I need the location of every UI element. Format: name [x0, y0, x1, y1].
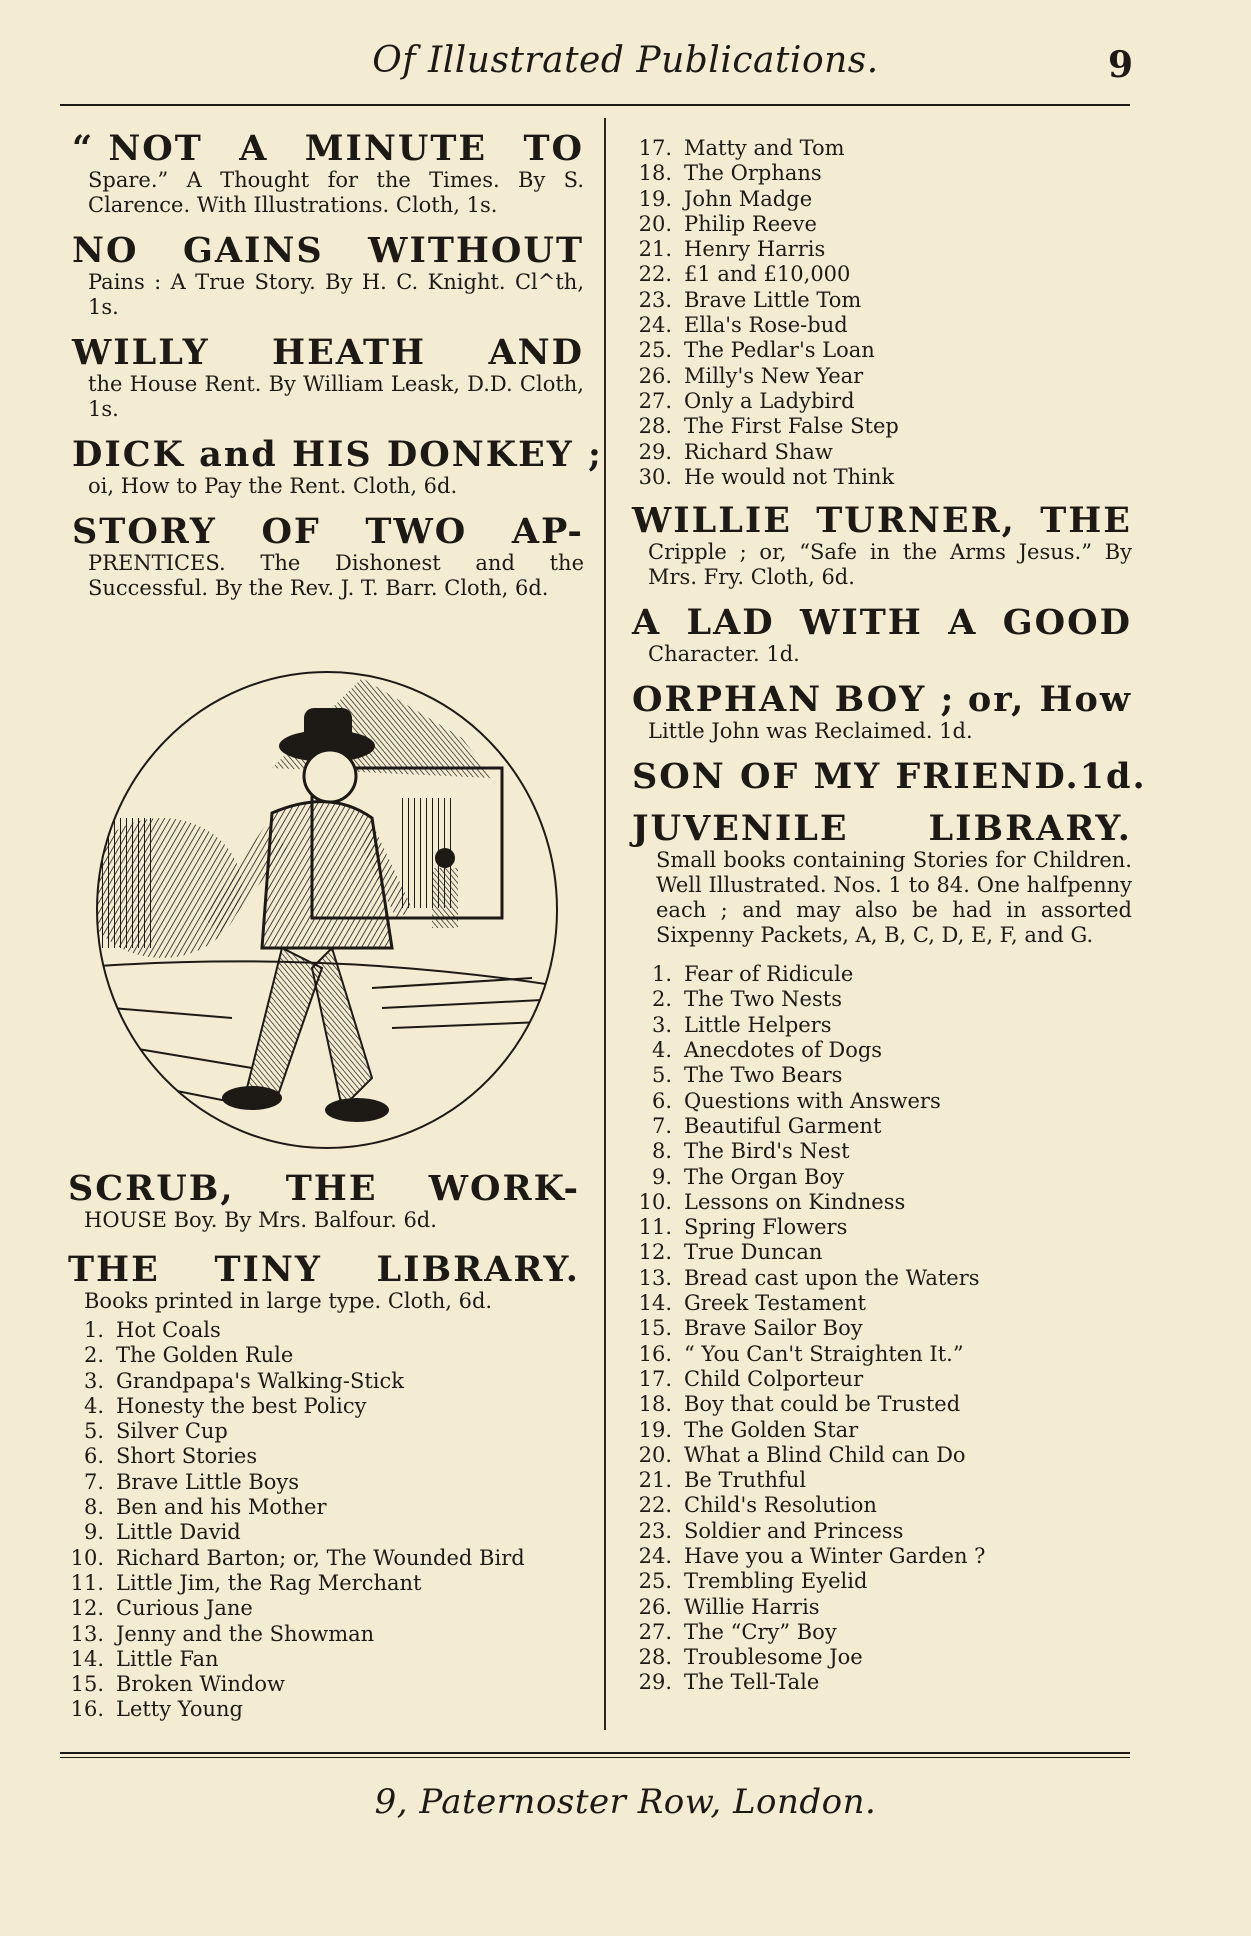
tiny-library-list: [60, 1318, 580, 1723]
right-entries: [632, 500, 1147, 798]
list-item-number: 25.: [638, 1569, 672, 1594]
list-item-title: The Organ Boy: [684, 1164, 844, 1189]
entry-heading: [632, 502, 1132, 540]
list-item: [632, 338, 1132, 363]
list-item-title: Milly's New Year: [684, 363, 864, 388]
list-item: [632, 1468, 1132, 1493]
list-item-number: 24.: [638, 313, 672, 338]
heading-word: THE: [285, 1168, 378, 1209]
list-item: [60, 1394, 580, 1419]
entry-description: Character. 1d.: [648, 642, 800, 667]
list-item: [632, 1165, 1132, 1190]
heading-word: A: [632, 602, 662, 644]
list-item-title: Richard Barton; or, The Wounded Bird: [116, 1545, 525, 1570]
list-item-number: 8.: [651, 1139, 672, 1164]
heading-word: 1d.: [1079, 756, 1147, 798]
heading-word: HEATH: [272, 332, 427, 373]
illustration: [72, 648, 572, 1168]
list-item-number: 17.: [638, 1366, 672, 1391]
list-item: [60, 1419, 580, 1444]
list-item-title: John Madge: [684, 186, 813, 211]
list-item-title: Philip Reeve: [684, 211, 817, 236]
list-item-title: “ You Can't Straighten It.”: [684, 1341, 964, 1366]
list-item-title: Only a Ladybird: [684, 388, 855, 413]
list-item: [632, 262, 1132, 287]
heading-word: “ NOT: [72, 128, 203, 169]
list-item: [632, 187, 1132, 212]
list-item-title: What a Blind Child can Do: [684, 1442, 966, 1467]
catalogue-entry: [632, 681, 1132, 744]
heading-word: THE: [68, 1249, 160, 1290]
list-item-title: Little David: [116, 1520, 241, 1545]
list-item-title: Little Fan: [116, 1646, 219, 1671]
list-item-number: 1.: [83, 1318, 104, 1342]
list-item-number: 16.: [638, 1341, 672, 1366]
list-item-number: 9.: [651, 1164, 672, 1189]
list-item-number: 7.: [651, 1113, 672, 1138]
list-item-title: Brave Little Boys: [116, 1469, 300, 1494]
list-item-title: Child's Resolution: [684, 1493, 877, 1518]
entry-heading: [632, 756, 1147, 798]
heading-word: TINY: [214, 1249, 322, 1290]
list-item-title: The First False Step: [684, 414, 899, 439]
list-item: [60, 1369, 580, 1394]
juvenile-library-list: [632, 962, 1132, 1696]
heading-word: WITH: [800, 602, 923, 644]
list-item-number: 10.: [638, 1189, 672, 1214]
list-item-title: Willie Harris: [684, 1594, 820, 1619]
list-item-number: 21.: [638, 237, 672, 262]
entry-heading: [72, 130, 584, 168]
entry-heading: [72, 334, 584, 372]
list-item: [632, 161, 1132, 186]
list-item-title: The Tell-Tale: [684, 1670, 820, 1695]
list-item: [632, 389, 1132, 414]
list-item-number: 5.: [83, 1419, 104, 1444]
heading-word: or, How: [967, 679, 1132, 721]
list-item-title: Letty Young: [116, 1697, 243, 1722]
scrub-description: HOUSE Boy. By Mrs. Balfour. 6d.: [84, 1208, 437, 1232]
list-item-number: 21.: [638, 1468, 672, 1493]
entry-description: Cripple ; or, “Safe in the Arms Jesus.” By Mrs. Fry. Cloth, 6d.: [648, 540, 1132, 590]
list-item: [60, 1470, 580, 1495]
list-item-title: Trembling Eyelid: [684, 1569, 868, 1594]
list-item-number: 28.: [638, 1645, 672, 1670]
list-item-title: The Golden Star: [684, 1417, 859, 1442]
list-item-number: 26.: [638, 363, 672, 388]
list-item-number: 20.: [638, 1442, 672, 1467]
list-item: [632, 313, 1132, 338]
list-item-number: 11.: [70, 1570, 104, 1595]
catalogue-entry: [72, 434, 603, 499]
heading-word: WILLY: [72, 332, 210, 373]
top-rule: [60, 104, 1130, 106]
catalogue-entry: [632, 502, 1132, 590]
list-item-number: 24.: [638, 1543, 672, 1568]
list-item: [632, 987, 1132, 1012]
left-entries: [72, 128, 603, 601]
tiny-library-description: Books printed in large type. Cloth, 6d.: [84, 1289, 493, 1313]
list-item-number: 6.: [83, 1444, 104, 1469]
list-item-title: Fear of Ridicule: [684, 962, 854, 987]
heading-word: AP-: [511, 511, 584, 552]
list-item: [60, 1596, 580, 1621]
list-item-number: 3.: [83, 1368, 104, 1393]
list-item: [632, 1038, 1132, 1063]
list-item: [632, 1569, 1132, 1594]
boy-walking-engraving-icon: [72, 648, 572, 1168]
list-item-title: Henry Harris: [684, 237, 826, 262]
list-item-title: Spring Flowers: [684, 1215, 848, 1240]
list-item-number: 6.: [651, 1088, 672, 1113]
list-item-title: Matty and Tom: [684, 136, 845, 160]
list-item: [632, 1367, 1132, 1392]
list-item: [632, 1519, 1132, 1544]
list-item-number: 23.: [638, 1518, 672, 1543]
list-item: [632, 1240, 1132, 1265]
list-item: [632, 1493, 1132, 1518]
list-item-title: The Two Nests: [684, 987, 842, 1012]
entry-heading: [632, 681, 1132, 719]
entry-heading: [72, 232, 584, 270]
list-item-number: 12.: [638, 1240, 672, 1265]
list-item: [632, 1670, 1132, 1695]
list-item: [632, 1595, 1132, 1620]
list-item-number: 8.: [83, 1495, 104, 1520]
tiny-library-continued-list: [632, 136, 1132, 490]
list-item: [632, 1266, 1132, 1291]
list-item: [632, 1342, 1132, 1367]
list-item-title: Grandpapa's Walking-Stick: [116, 1368, 404, 1393]
list-item: [60, 1647, 580, 1672]
list-item: [632, 440, 1132, 465]
list-item-title: Brave Sailor Boy: [684, 1316, 863, 1341]
catalogue-entry: [72, 334, 584, 422]
catalogue-entry: [72, 513, 584, 601]
list-item: [632, 237, 1132, 262]
column-divider: [604, 118, 606, 1730]
entry-description: the House Rent. By William Leask, D.D. Cloth, 1s.: [88, 372, 584, 421]
list-item-title: Child Colporteur: [684, 1366, 864, 1391]
list-item-number: 27.: [638, 1619, 672, 1644]
list-item-title: Hot Coals: [116, 1318, 221, 1342]
list-item-title: Richard Shaw: [684, 439, 833, 464]
catalogue-entry: [72, 130, 584, 218]
left-column-lower: [68, 1170, 580, 1737]
list-item-number: 15.: [70, 1672, 104, 1697]
list-item: [632, 1114, 1132, 1139]
list-item-title: Ben and his Mother: [116, 1495, 327, 1520]
list-item-number: 10.: [70, 1545, 104, 1570]
list-item: [632, 1645, 1132, 1670]
list-item-title: Anecdotes of Dogs: [684, 1038, 883, 1063]
list-item-number: 29.: [638, 439, 672, 464]
list-item-title: Boy that could be Trusted: [684, 1392, 961, 1417]
heading-word: TURNER,: [816, 500, 1016, 542]
list-item: [60, 1622, 580, 1647]
heading-word: LAD: [686, 602, 775, 644]
list-item-title: He would not Think: [684, 464, 895, 489]
list-item-number: 11.: [638, 1215, 672, 1240]
scrub-entry: [68, 1170, 580, 1233]
right-column: [632, 136, 1147, 1710]
list-item-number: 27.: [638, 388, 672, 413]
list-item-title: Short Stories: [116, 1444, 258, 1469]
list-item-number: 18.: [638, 1392, 672, 1417]
entry-description: Little John was Reclaimed. 1d.: [648, 719, 973, 744]
heading-word: WILLIE: [632, 500, 792, 542]
entry-description: Spare.” A Thought for the Times. By S. Clarence. With Illustrations. Cloth, 1s.: [88, 168, 584, 217]
list-item-title: Soldier and Princess: [684, 1518, 904, 1543]
list-item: [632, 1013, 1132, 1038]
list-item: [60, 1546, 580, 1571]
list-item-number: 28.: [638, 414, 672, 439]
list-item-title: Little Jim, the Rag Merchant: [116, 1570, 422, 1595]
list-item: [632, 1190, 1132, 1215]
bottom-rule-thin: [60, 1757, 1130, 1758]
tiny-library-heading: [68, 1251, 580, 1289]
list-item: [60, 1697, 580, 1722]
list-item: [632, 1291, 1132, 1316]
list-item-title: The “Cry” Boy: [684, 1619, 837, 1644]
list-item-number: 19.: [638, 1417, 672, 1442]
list-item-number: 18.: [638, 161, 672, 186]
list-item-title: Beautiful Garment: [684, 1113, 882, 1138]
list-item-title: The Pedlar's Loan: [684, 338, 875, 363]
list-item: [632, 136, 1132, 161]
list-item-title: Bread cast upon the Waters: [684, 1265, 980, 1290]
list-item-title: Broken Window: [116, 1672, 285, 1697]
list-item-number: 14.: [70, 1646, 104, 1671]
catalogue-entry: [632, 604, 1132, 667]
list-item-number: 30.: [638, 464, 672, 489]
list-item-title: Silver Cup: [116, 1419, 228, 1444]
list-item-title: Be Truthful: [684, 1468, 807, 1493]
heading-word: JUVENILE: [632, 808, 849, 850]
list-item-number: 25.: [638, 338, 672, 363]
list-item-number: 19.: [638, 186, 672, 211]
heading-word: LIBRARY.: [376, 1249, 580, 1290]
list-item: [632, 364, 1132, 389]
list-item-number: 9.: [83, 1520, 104, 1545]
list-item-number: 12.: [70, 1596, 104, 1621]
tiny-library-entry: [68, 1251, 580, 1723]
heading-word: WORK-: [428, 1168, 580, 1209]
list-item: [632, 1215, 1132, 1240]
page-number: 9: [1108, 44, 1134, 86]
list-item: [632, 1544, 1132, 1569]
list-item: [60, 1444, 580, 1469]
list-item-number: 22.: [638, 1493, 672, 1518]
footer-address: 9, Paternoster Row, London.: [374, 1782, 877, 1822]
heading-word: SCRUB,: [68, 1168, 235, 1209]
bottom-rule: [60, 1752, 1130, 1754]
entry-description: oi, How to Pay the Rent. Cloth, 6d.: [88, 474, 458, 498]
list-item: [632, 414, 1132, 439]
list-item: [632, 1139, 1132, 1164]
list-item: [60, 1495, 580, 1520]
list-item: [60, 1672, 580, 1697]
heading-word: LIBRARY.: [928, 808, 1132, 850]
list-item: [632, 288, 1132, 313]
entry-heading: [632, 604, 1132, 642]
list-item-number: 4.: [651, 1038, 672, 1063]
list-item-number: 15.: [638, 1316, 672, 1341]
list-item-title: Little Helpers: [684, 1012, 832, 1037]
heading-word: A: [948, 602, 978, 644]
list-item-number: 17.: [638, 136, 672, 160]
list-item: [632, 1063, 1132, 1088]
list-item-number: 23.: [638, 287, 672, 312]
list-item: [60, 1571, 580, 1596]
entry-heading: [72, 513, 584, 551]
list-item: [632, 1620, 1132, 1645]
list-item-title: Ella's Rose-bud: [684, 313, 848, 338]
list-item: [632, 1089, 1132, 1114]
list-item-title: Troublesome Joe: [684, 1645, 863, 1670]
list-item-number: 7.: [83, 1469, 104, 1494]
heading-word: OF: [261, 511, 321, 552]
entry-description: Pains : A True Story. By H. C. Knight. Cl^th, 1s.: [88, 270, 584, 319]
list-item-title: The Golden Rule: [116, 1343, 294, 1368]
list-item-number: 26.: [638, 1594, 672, 1619]
list-item-title: The Orphans: [684, 161, 822, 186]
list-item-number: 16.: [70, 1697, 104, 1722]
list-item-number: 5.: [651, 1063, 672, 1088]
list-item-number: 2.: [83, 1343, 104, 1368]
entry-description: PRENTICES. The Dishonest and the Successful. By the Rev. J. T. Barr. Cloth, 6d.: [88, 551, 584, 600]
list-item-number: 13.: [638, 1265, 672, 1290]
heading-word: DICK and HIS DONKEY ;: [72, 434, 603, 475]
list-item: [632, 465, 1132, 490]
list-item: [632, 1316, 1132, 1341]
list-item-number: 14.: [638, 1291, 672, 1316]
heading-word: THE: [1040, 500, 1132, 542]
list-item: [632, 1392, 1132, 1417]
heading-word: WITHOUT: [368, 230, 584, 271]
list-item-number: 20.: [638, 211, 672, 236]
list-item-title: The Two Bears: [684, 1063, 843, 1088]
list-item: [632, 962, 1132, 987]
list-item: [60, 1343, 580, 1368]
list-item: [632, 1418, 1132, 1443]
heading-word: SON OF MY FRIEND.: [632, 756, 1080, 798]
list-item-title: Have you a Winter Garden ?: [684, 1543, 986, 1568]
list-item-title: £1 and £10,000: [684, 262, 851, 287]
list-item-number: 29.: [638, 1670, 672, 1695]
scrub-heading: [68, 1170, 580, 1208]
heading-word: GOOD: [1002, 602, 1132, 644]
heading-word: STORY: [72, 511, 217, 552]
heading-word: TO: [523, 128, 584, 169]
list-item-title: Questions with Answers: [684, 1088, 941, 1113]
list-item-title: True Duncan: [684, 1240, 823, 1265]
running-title: Of Illustrated Publications.: [372, 40, 879, 81]
juvenile-library-description: Small books containing Stories for Children. Well Illustrated. Nos. 1 to 84. One halfpenny each ; and may also be had in assorted Sixpenny Packets, A, B, C, D, E, F, and G.: [656, 848, 1132, 948]
heading-word: AND: [488, 332, 584, 373]
list-item-title: Honesty the best Policy: [116, 1393, 367, 1418]
heading-word: NO: [72, 230, 139, 271]
heading-word: ORPHAN: [632, 679, 823, 721]
heading-word: MINUTE: [304, 128, 488, 169]
heading-word: GAINS: [182, 230, 324, 271]
juvenile-library-entry: [632, 810, 1132, 1696]
list-item-number: 22.: [638, 262, 672, 287]
heading-word: A: [239, 128, 269, 169]
list-item: [60, 1520, 580, 1545]
list-item: [632, 212, 1132, 237]
list-item-title: Greek Testament: [684, 1291, 866, 1316]
list-item: [632, 1443, 1132, 1468]
list-item: [60, 1318, 580, 1343]
list-item-title: The Bird's Nest: [684, 1139, 850, 1164]
catalogue-entry: [632, 756, 1147, 798]
entry-heading: [72, 434, 603, 475]
list-item-title: Curious Jane: [116, 1596, 253, 1621]
list-item-title: Jenny and the Showman: [116, 1621, 375, 1646]
list-item-title: Lessons on Kindness: [684, 1189, 906, 1214]
list-item-number: 1.: [651, 962, 672, 987]
catalogue-entry: [72, 232, 584, 320]
list-item-number: 4.: [83, 1393, 104, 1418]
list-item-number: 3.: [651, 1012, 672, 1037]
list-item-number: 13.: [70, 1621, 104, 1646]
list-item-number: 2.: [651, 987, 672, 1012]
list-item-title: Brave Little Tom: [684, 287, 862, 312]
juvenile-library-heading: [632, 810, 1132, 848]
heading-word: BOY ;: [834, 679, 956, 721]
heading-word: TWO: [365, 511, 468, 552]
left-column: [72, 128, 603, 615]
